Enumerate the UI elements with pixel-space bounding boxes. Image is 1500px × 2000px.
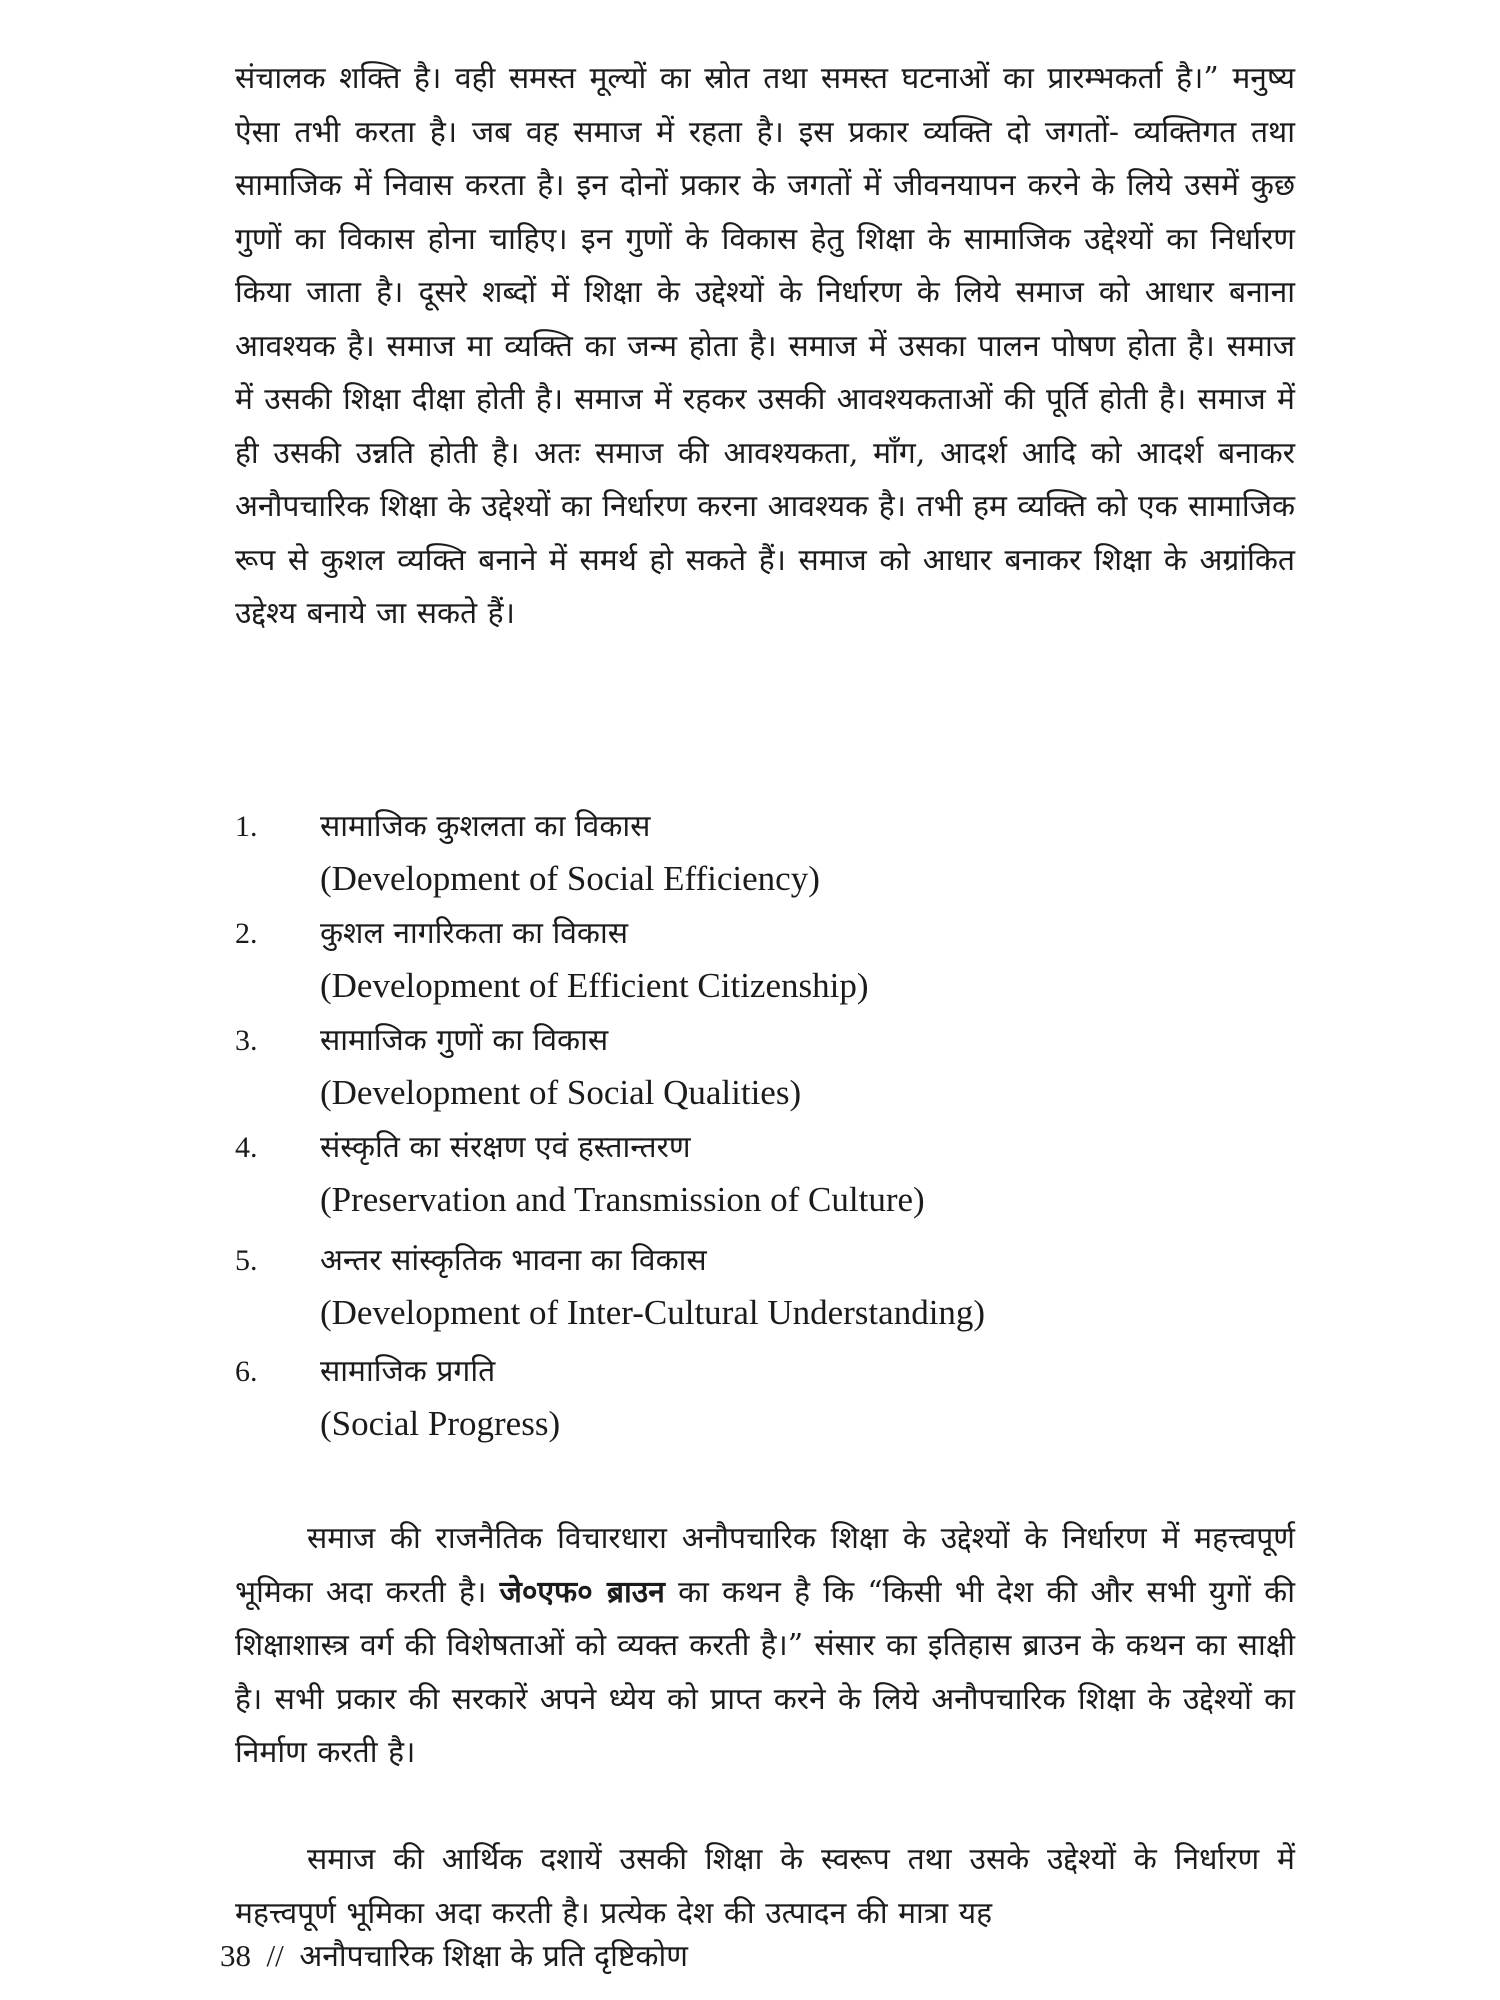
economic-paragraph: समाज की आर्थिक दशायें उसकी शिक्षा के स्वरूप तथा उसके उद्देश्यों के निर्धारण में महत्त्वपूर्ण भूमिका अदा करती है। प्रत्येक देश की उत्पादन की मात्रा यह: [235, 1842, 1295, 1931]
item-hindi-title: सामाजिक कुशलता का विकास: [320, 809, 651, 844]
item-english-title: (Development of Efficient Citizenship): [320, 966, 869, 1005]
item-english-title: (Preservation and Transmission of Culture): [320, 1180, 925, 1219]
list-item: [235, 907, 1295, 1014]
political-paragraph: [235, 1512, 1295, 1780]
item-number: 6.: [235, 1355, 258, 1388]
item-english-title: (Social Progress): [320, 1404, 561, 1443]
page-footer: [220, 1936, 688, 1977]
list-item: [235, 1121, 1295, 1234]
list-item: [235, 1234, 1295, 1345]
item-number: 2.: [235, 917, 258, 950]
item-number: 5.: [235, 1244, 258, 1277]
list-item: [235, 800, 1295, 907]
political-text-end: का कथन है कि “किसी भी देश की और सभी युगों की शिक्षाशास्त्र वर्ग की विशेषताओं को व्यक्त करती है।” संसार का इतिहास ब्राउन के कथन का साक्षी है। सभी प्रकार की सरकारें अपने ध्येय को प्राप्त करने के लिये अनौपचारिक शिक्षा के उद्देश्यों का निर्माण करती है।: [235, 1574, 1295, 1770]
item-english-title: (Development of Inter-Cultural Understanding): [320, 1293, 986, 1332]
item-number: 4.: [235, 1131, 258, 1164]
book-title: अनौपचारिक शिक्षा के प्रति दृष्टिकोण: [299, 1939, 688, 1974]
list-item: [235, 1345, 1295, 1452]
aims-list: [235, 800, 1295, 1452]
item-hindi-title: सामाजिक प्रगति: [320, 1354, 496, 1389]
page-number: 38: [220, 1938, 251, 1973]
item-number: 3.: [235, 1024, 258, 1057]
list-item: [235, 1014, 1295, 1121]
item-hindi-title: सामाजिक गुणों का विकास: [320, 1023, 609, 1058]
item-hindi-title: अन्तर सांस्कृतिक भावना का विकास: [320, 1243, 707, 1278]
item-english-title: (Development of Social Efficiency): [320, 859, 820, 898]
footer-separator: //: [266, 1938, 284, 1973]
author-name: जे०एफ० ब्राउन: [499, 1574, 665, 1610]
item-english-title: (Development of Social Qualities): [320, 1073, 802, 1112]
political-text-start: समाज की राजनैतिक विचारधारा अनौपचारिक शिक्षा के उद्देश्यों के निर्धारण में महत्त्वपूर्ण भूमिका अदा करती है।: [235, 1521, 1295, 1610]
item-number: 1.: [235, 810, 258, 843]
item-hindi-title: कुशल नागरिकता का विकास: [320, 916, 628, 951]
item-hindi-title: संस्कृति का संरक्षण एवं हस्तान्तरण: [320, 1130, 691, 1165]
intro-paragraph: संचालक शक्ति है। वही समस्त मूल्यों का स्रोत तथा समस्त घटनाओं का प्रारम्भकर्ता है।” मनुष्य ऐसा तभी करता है। जब वह समाज में रहता है। इस प्रकार व्यक्ति दो जगतों- व्यक्तिगत तथा सामाजिक में निवास करता है। इन दोनों प्रकार के जगतों में जीवनयापन करने के लिये उसमें कुछ गुणों का विकास होना चाहिए। इन गुणों के विकास हेतु शिक्षा के सामाजिक उद्देश्यों का निर्धारण किया जाता है। दूसरे शब्दों में शिक्षा के उद्देश्यों के निर्धारण के लिये समाज को आधार बनाना आवश्यक है। समाज मा व्यक्ति का जन्म होता है। समाज में उसका पालन पोषण होता है। समाज में उसकी शिक्षा दीक्षा होती है। समाज में रहकर उसकी आवश्यकताओं की पूर्ति होती है। समाज में ही उसकी उन्नति होती है। अतः समाज की आवश्यकता, माँग, आदर्श आदि को आदर्श बनाकर अनौपचारिक शिक्षा के उद्देश्यों का निर्धारण करना आवश्यक है। तभी हम व्यक्ति को एक सामाजिक रूप से कुशल व्यक्ति बनाने में समर्थ हो सकते हैं। समाज को आधार बनाकर शिक्षा के अग्रांकित उद्देश्य बनाये जा सकते हैं।: [235, 61, 1295, 631]
